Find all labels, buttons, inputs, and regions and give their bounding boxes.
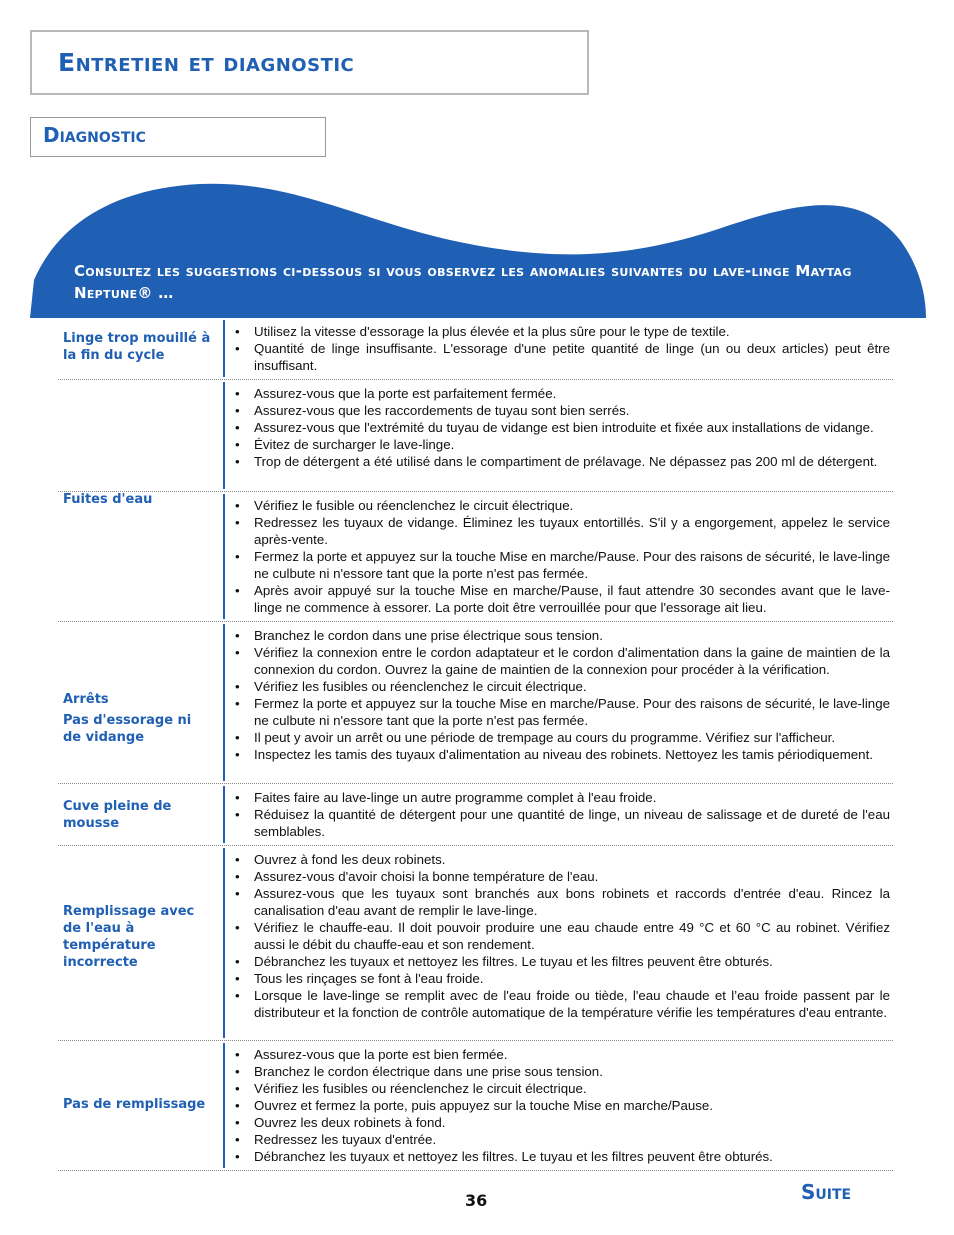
list-item: • Fermez la porte et appuyez sur la touche Mise en marche/Pause. Pour des raisons de sécurité, le lave-linge ne culbute ni n'essore tant que la porte n'est pas fermée.	[233, 695, 890, 729]
problem-label: Arrêts	[63, 692, 109, 707]
table-row	[58, 784, 893, 846]
section-box	[30, 117, 326, 157]
row-divider	[223, 624, 225, 781]
section-title: Diagnostic	[43, 123, 146, 147]
list-item: • Faites faire au lave-linge un autre programme complet à l'eau froide.	[233, 789, 890, 806]
problem-label: Pas de remplissage	[63, 1097, 206, 1112]
list-item: • Vérifiez le fusible ou réenclenchez le circuit électrique.	[233, 497, 890, 514]
problem-label: Remplissage avec de l'eau à température incorrecte	[63, 904, 195, 970]
row-divider	[223, 1043, 225, 1168]
list-item: • Redressez les tuyaux de vidange. Éliminez les tuyaux entortillés. S'il y a engorgement, appelez le service après-vente.	[233, 514, 890, 548]
list-item: • Assurez-vous que les tuyaux sont branchés aux bons robinets et raccords d'entrée d'eau. Rincez la canalisation d'eau avant de remplir le lave-linge.	[233, 885, 890, 919]
list-item: • Ouvrez les deux robinets à fond.	[233, 1114, 890, 1131]
problem-label: Pas d'essorage ni de vidange	[63, 713, 192, 745]
row-divider	[223, 786, 225, 843]
diagnostic-table	[58, 318, 893, 1171]
list-item: • Branchez le cordon électrique dans une prise sous tension.	[233, 1063, 890, 1080]
list-item: • Évitez de surcharger le lave-linge.	[233, 436, 890, 453]
table-row	[58, 318, 893, 380]
list-item: • Fermez la porte et appuyez sur la touche Mise en marche/Pause. Pour des raisons de sécurité, le lave-linge ne culbute ni n'essore tant que la porte n'est pas fermée.	[233, 548, 890, 582]
row-divider	[223, 848, 225, 1038]
list-item: • Assurez-vous que les raccordements de tuyau sont bien serrés.	[233, 402, 890, 419]
list-item: • Vérifiez les fusibles ou réenclenchez le circuit électrique.	[233, 1080, 890, 1097]
list-item: • Il peut y avoir un arrêt ou une période de trempage au cours du programme. Vérifiez sur l'afficheur.	[233, 729, 890, 746]
solution-list	[233, 851, 890, 1021]
banner-text: Consultez les suggestions ci-dessous si vous observez les anomalies suivantes du lave-linge Maytag Neptune® …	[74, 262, 852, 302]
list-item: • Après avoir appuyé sur la touche Mise en marche/Pause, il faut attendre 30 secondes avant que le lave-linge ne commence à essorer. La porte doit être verrouillée pour que l'essorage ait lieu.	[233, 582, 890, 616]
solution-list	[233, 1046, 890, 1165]
solution-list	[233, 323, 890, 374]
problem-label: Linge trop mouillé à la fin du cycle	[63, 331, 211, 363]
list-item: • Utilisez la vitesse d'essorage la plus élevée et la plus sûre pour le type de textile.	[233, 323, 890, 340]
list-item: • Débranchez les tuyaux et nettoyez les filtres. Le tuyau et les filtres peuvent être obturés.	[233, 953, 890, 970]
solution-list	[233, 497, 890, 616]
list-item: • Assurez-vous d'avoir choisi la bonne température de l'eau.	[233, 868, 890, 885]
list-item: • Vérifiez les fusibles ou réenclenchez le circuit électrique.	[233, 678, 890, 695]
table-row	[58, 846, 893, 1041]
solution-list	[233, 789, 890, 840]
next-page-label: Suite	[801, 1180, 852, 1204]
table-row	[58, 622, 893, 784]
list-item: • Trop de détergent a été utilisé dans le compartiment de prélavage. Ne dépassez pas 200 ml de détergent.	[233, 453, 890, 470]
list-item: • Ouvrez et fermez la porte, puis appuyez sur la touche Mise en marche/Pause.	[233, 1097, 890, 1114]
list-item: • Branchez le cordon dans une prise électrique sous tension.	[233, 627, 890, 644]
page-title: Entretien et diagnostic	[58, 48, 355, 77]
problem-label: Fuites d'eau	[63, 492, 153, 507]
solution-list	[233, 627, 890, 763]
list-item: • Ouvrez à fond les deux robinets.	[233, 851, 890, 868]
row-divider	[223, 320, 225, 377]
list-item: • Inspectez les tamis des tuyaux d'alimentation au niveau des robinets. Nettoyez les tamis périodiquement.	[233, 746, 890, 763]
solution-list	[233, 385, 890, 470]
list-item: • Vérifiez la connexion entre le cordon adaptateur et le cordon d'alimentation dans la gaine de maintien de la connexion du cordon. Ouvrez la gaine de maintien de la connexion pour procéder à la vérification.	[233, 644, 890, 678]
list-item: • Réduisez la quantité de détergent pour une quantité de linge, un niveau de salissage et de dureté de l'eau semblables.	[233, 806, 890, 840]
list-item: • Lorsque le lave-linge se remplit avec de l'eau froide ou tiède, l'eau chaude et l’eau froide passent par le distributeur et la fonction de contrôle automatique de la température vérifie les températures d'eau entrante.	[233, 987, 890, 1021]
list-item: • Vérifiez le chauffe-eau. Il doit pouvoir produire une eau chaude entre 49 °C et 60 °C au robinet. Vérifiez aussi le débit du chauffe-eau et son rendement.	[233, 919, 890, 953]
list-item: • Redressez les tuyaux d'entrée.	[233, 1131, 890, 1148]
page-number: 36	[465, 1191, 488, 1210]
list-item: • Assurez-vous que l'extrémité du tuyau de vidange est bien introduite et fixée aux installations de vidange.	[233, 419, 890, 436]
row-divider	[223, 494, 225, 619]
list-item: • Quantité de linge insuffisante. L'essorage d'une petite quantité de linge (un ou deux articles) peut être insuffisant.	[233, 340, 890, 374]
list-item: • Débranchez les tuyaux et nettoyez les filtres. Le tuyau et les filtres peuvent être obturés.	[233, 1148, 890, 1165]
row-divider	[223, 382, 225, 489]
problem-label: Cuve pleine de mousse	[63, 799, 172, 831]
title-box	[30, 30, 589, 95]
table-row	[58, 1041, 893, 1171]
list-item: • Assurez-vous que la porte est bien fermée.	[233, 1046, 890, 1063]
list-item: • Assurez-vous que la porte est parfaitement fermée.	[233, 385, 890, 402]
list-item: • Tous les rinçages se font à l'eau froide.	[233, 970, 890, 987]
